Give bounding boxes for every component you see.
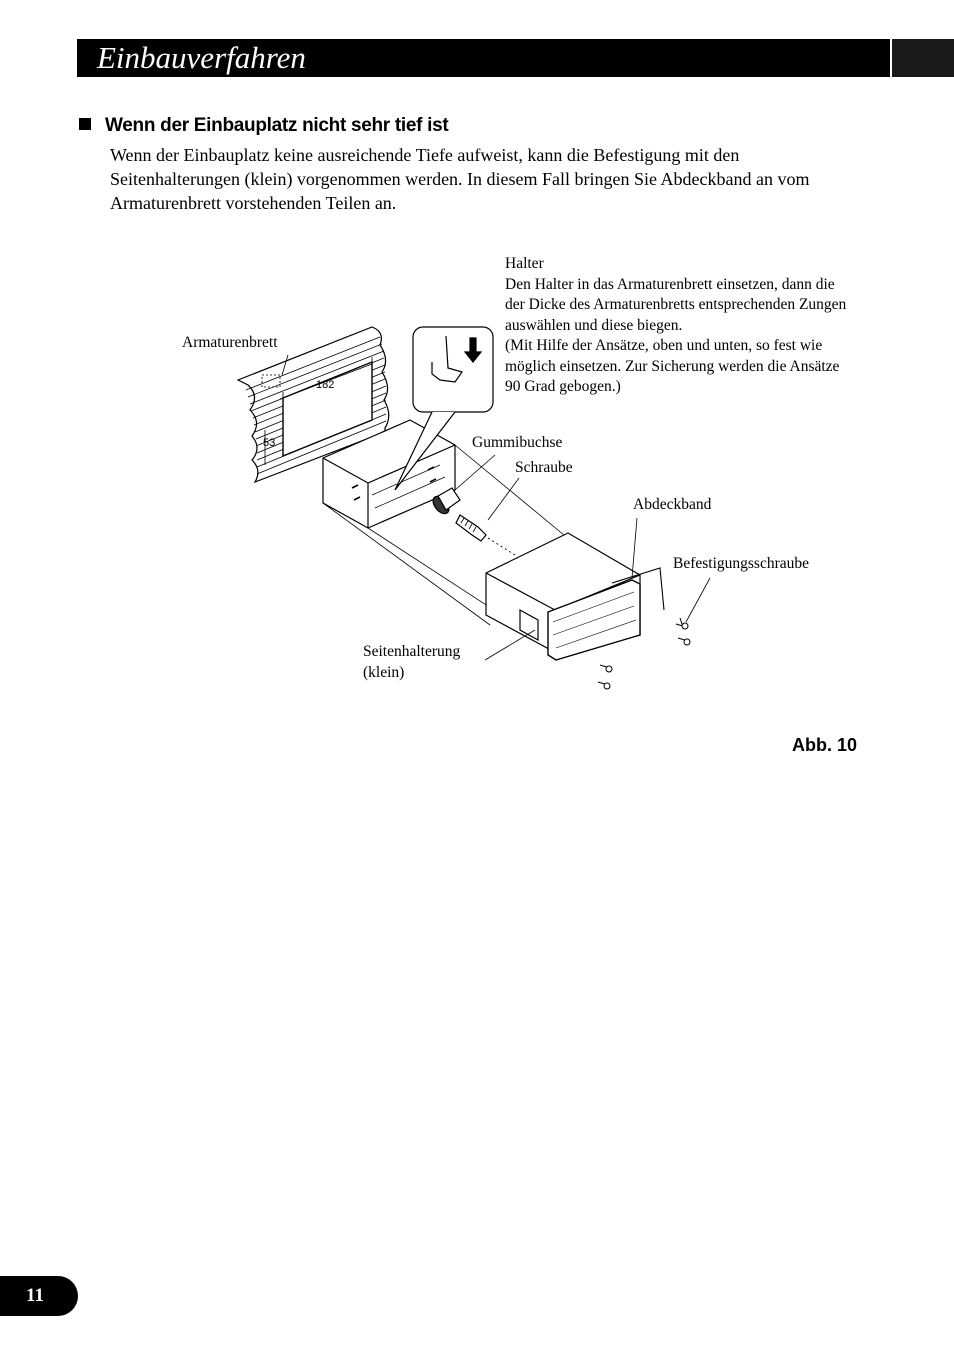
page-number-badge (0, 1276, 78, 1316)
label-gummibuchse: Gummibuchse (472, 434, 563, 451)
page-number: 11 (26, 1285, 44, 1306)
halter-callout (505, 254, 855, 398)
dimension-height: 53 (263, 437, 276, 449)
label-seitenhalterung: Seitenhalterung (klein) (363, 643, 461, 681)
halter-title: Halter (505, 255, 544, 272)
page-title: Einbauverfahren (97, 40, 306, 75)
label-abdeckband: Abdeckband (633, 496, 712, 513)
label-armaturenbrett: Armaturenbrett (182, 334, 278, 351)
intro-paragraph: Wenn der Einbauplatz keine ausreichende Tiefe aufweist, kann die Befestigung mit den Seitenhalterungen (klein) vorgenommen werden. In diesem Fall bringen Sie Abdeckband an vom Armaturenbrett vorstehenden Teilen an. (110, 145, 810, 213)
screw (456, 515, 515, 555)
label-schraube: Schraube (515, 459, 573, 476)
label-befestigungsschraube: Befestigungsschraube (673, 555, 810, 572)
dimension-width: 182 (316, 379, 335, 391)
halter-text: Den Halter in das Armaturenbrett einsetzen, dann die der Dicke des Armaturenbretts entsprechenden Zungen auswählen und diese biegen. (505, 275, 847, 334)
section-heading-text: Wenn der Einbauplatz nicht sehr tief ist (105, 115, 449, 136)
head-unit (486, 533, 640, 660)
halter-note: (Mit Hilfe der Ansätze, oben und unten, so fest wie möglich einsetzen. Zur Sicherung werden die Ansätze 90 Grad gebogen.) (505, 337, 840, 395)
figure-reference: Abb. 10 (792, 735, 858, 755)
